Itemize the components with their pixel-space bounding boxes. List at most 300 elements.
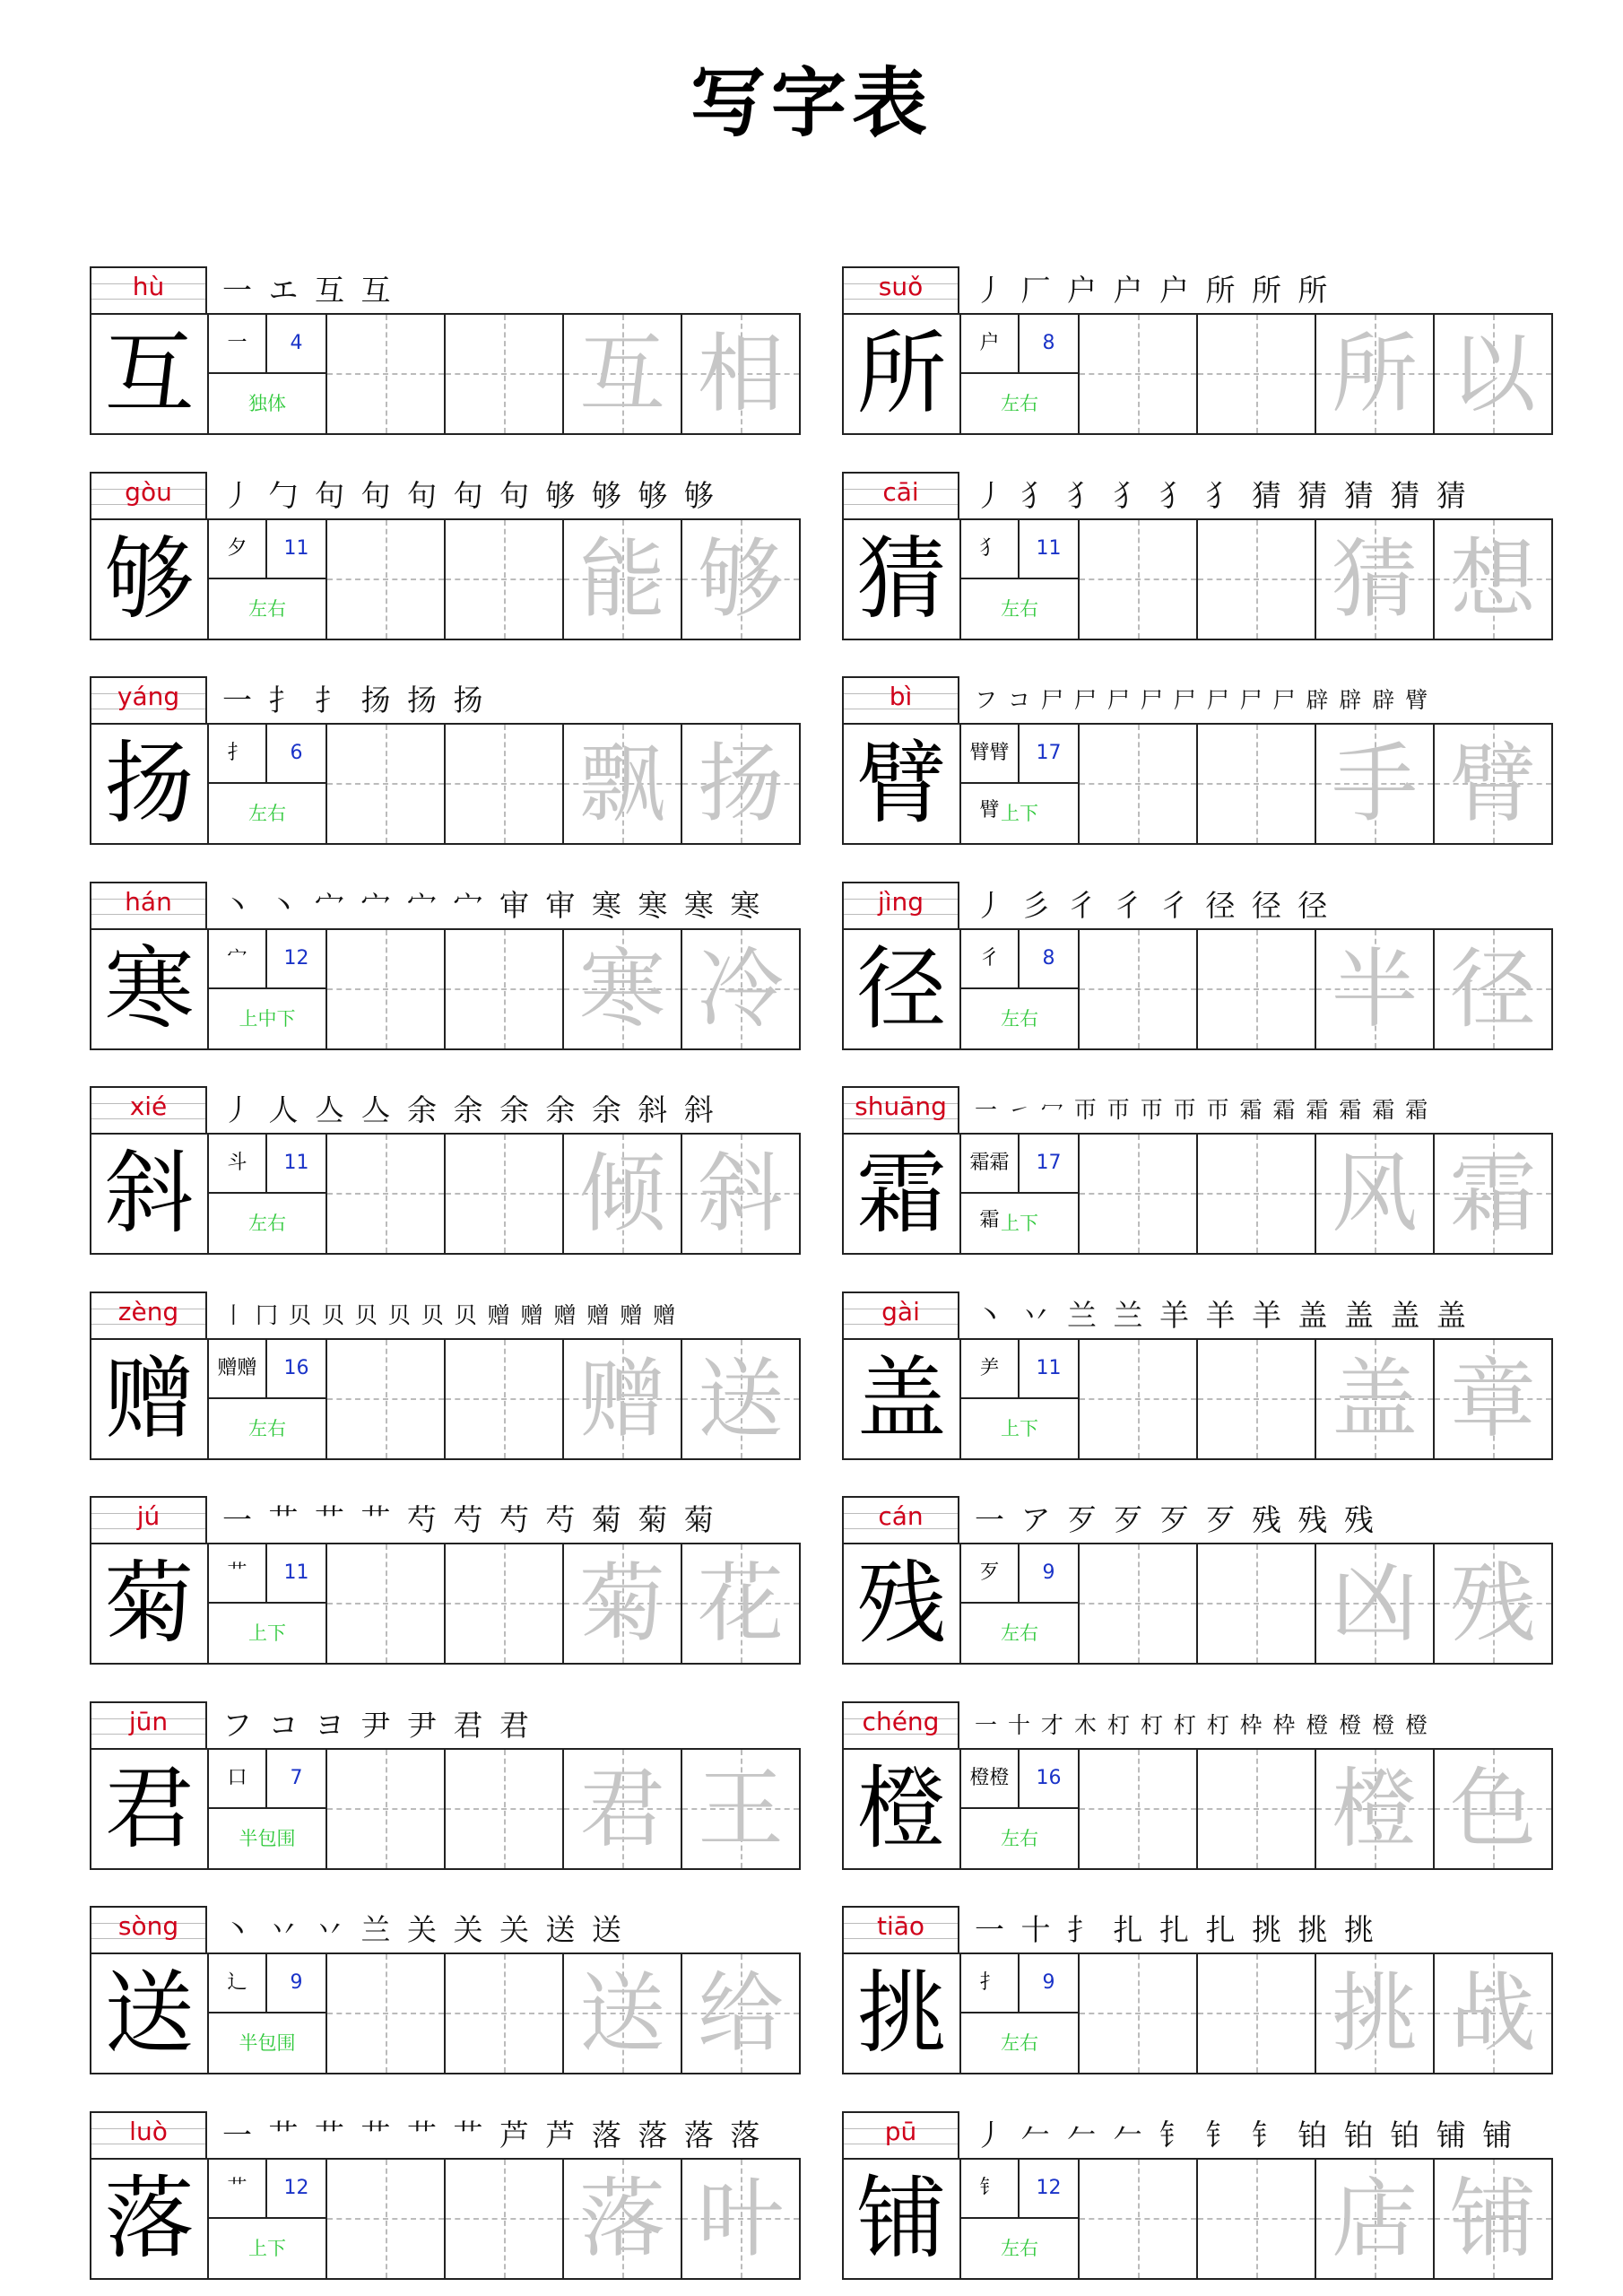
practice-box[interactable] (1435, 1954, 1551, 2073)
practice-box[interactable] (564, 1544, 682, 1663)
practice-box[interactable] (446, 520, 564, 639)
trace-word-char: 能 (579, 529, 665, 630)
character-card (842, 1701, 1553, 1870)
trace-word-char: 王 (698, 1759, 784, 1859)
pinyin-box (90, 472, 207, 518)
trace-word-char: 橙 (1332, 1759, 1418, 1859)
character-card (842, 2111, 1553, 2280)
practice-box[interactable] (1198, 520, 1316, 639)
radical: 橙橙 (961, 1750, 1020, 1809)
structure-label: 左右 (1001, 598, 1038, 620)
pinyin-box (842, 1292, 959, 1338)
char-info (209, 1135, 327, 1253)
practice-box[interactable] (682, 725, 799, 843)
main-character: 所 (856, 321, 947, 426)
practice-box[interactable] (1080, 1954, 1198, 2073)
main-character: 铺 (856, 2166, 947, 2271)
practice-box[interactable] (1435, 1544, 1551, 1663)
main-char-cell (91, 315, 209, 433)
radical: 户 (961, 315, 1020, 374)
char-info (209, 2160, 327, 2278)
radical: 霜霜霜 (961, 1135, 1020, 1194)
practice-box[interactable] (446, 930, 564, 1048)
practice-box[interactable] (682, 315, 799, 433)
main-character: 橙 (856, 1756, 947, 1861)
pinyin: jú (136, 1501, 161, 1531)
practice-box[interactable] (1198, 315, 1316, 433)
trace-word-char: 飘 (579, 734, 665, 834)
stroke-order: 丿 𠂉 𠂉 𠂉 钅 钅 钅 铂 铂 铂 铺 铺 (975, 2118, 1516, 2152)
structure-label: 半包围 (239, 2032, 296, 2054)
radical: 犭 (961, 520, 1020, 579)
main-character: 送 (104, 1961, 195, 2066)
trace-word-char: 以 (1450, 324, 1536, 424)
stroke-count: 16 (267, 1340, 325, 1399)
pinyin-box (90, 1701, 207, 1748)
trace-word-char: 铺 (1450, 2169, 1536, 2269)
structure-label: 上中下 (239, 1008, 296, 1030)
practice-box[interactable] (1316, 1544, 1435, 1663)
main-char-cell (844, 930, 961, 1048)
pinyin-box (842, 676, 959, 723)
character-card (90, 2111, 801, 2280)
stroke-count: 9 (1020, 1954, 1078, 2013)
radical: 扌 (961, 1954, 1020, 2013)
trace-word-char: 菊 (579, 1553, 665, 1654)
pinyin: bì (889, 682, 913, 711)
trace-word-char: 径 (1450, 939, 1536, 1039)
structure-label: 左右 (248, 598, 286, 620)
pinyin-box (842, 882, 959, 928)
practice-box[interactable] (327, 1544, 446, 1663)
writing-grid (842, 518, 1553, 640)
trace-word-char: 给 (698, 1963, 784, 2064)
structure-label: 左右 (248, 1213, 286, 1234)
practice-box[interactable] (327, 1954, 446, 2073)
trace-word-char: 寒 (579, 939, 665, 1039)
practice-box[interactable] (1435, 1135, 1551, 1253)
practice-box[interactable] (564, 1340, 682, 1458)
character-card (90, 1906, 801, 2074)
stroke-count: 17 (1020, 725, 1078, 784)
stroke-order: フ コ ヨ 尹 尹 君 君 (222, 1708, 533, 1743)
practice-box[interactable] (682, 520, 799, 639)
main-char-cell (91, 1954, 209, 2073)
structure-label: 上下 (248, 2238, 286, 2259)
stroke-count: 12 (267, 2160, 325, 2219)
stroke-order: 一 ア 歹 歹 歹 歹 残 残 残 (975, 1502, 1377, 1537)
practice-box[interactable] (1316, 2160, 1435, 2278)
practice-box[interactable] (682, 1544, 799, 1663)
practice-box[interactable] (446, 1340, 564, 1458)
character-card (90, 1086, 801, 1255)
pinyin-box (90, 1496, 207, 1543)
pinyin-box (842, 2111, 959, 2158)
pinyin-box (842, 266, 959, 313)
main-character: 寒 (104, 936, 195, 1041)
practice-box[interactable] (1316, 1340, 1435, 1458)
radical: ⺶ (961, 1340, 1020, 1399)
trace-word-char: 落 (579, 2169, 665, 2269)
stroke-count: 4 (267, 315, 325, 374)
pinyin: yáng (117, 682, 180, 711)
practice-box[interactable] (327, 1135, 446, 1253)
practice-box[interactable] (564, 1135, 682, 1253)
practice-box[interactable] (564, 520, 682, 639)
pinyin: cāi (882, 477, 919, 507)
writing-grid (90, 723, 801, 845)
practice-box[interactable] (446, 1544, 564, 1663)
practice-box[interactable] (1198, 1750, 1316, 1868)
trace-word-char: 所 (1332, 324, 1418, 424)
writing-grid (90, 1543, 801, 1665)
trace-word-char: 够 (698, 529, 784, 630)
char-info (209, 1954, 327, 2073)
practice-box[interactable] (327, 725, 446, 843)
practice-box[interactable] (564, 725, 682, 843)
char-info (961, 725, 1080, 843)
practice-box[interactable] (1198, 1135, 1316, 1253)
practice-box[interactable] (446, 725, 564, 843)
practice-box[interactable] (564, 315, 682, 433)
structure-label: 上下 (248, 1622, 286, 1644)
char-info (961, 1135, 1080, 1253)
character-card (842, 266, 1553, 435)
main-character: 菊 (104, 1551, 195, 1656)
practice-box[interactable] (1198, 1544, 1316, 1663)
stroke-order: 一 扌 扌 扬 扬 扬 (222, 683, 487, 718)
trace-word-char: 半 (1332, 939, 1418, 1039)
pinyin-box (90, 882, 207, 928)
practice-box[interactable] (1198, 2160, 1316, 2278)
stroke-count: 12 (1020, 2160, 1078, 2219)
stroke-count: 11 (267, 1135, 325, 1194)
trace-word-char: 相 (698, 324, 784, 424)
practice-box[interactable] (682, 930, 799, 1048)
character-card (842, 1496, 1553, 1665)
main-character: 残 (856, 1551, 947, 1656)
main-character: 君 (104, 1756, 195, 1861)
stroke-order: 一 十 才 木 朾 朾 朾 朾 枠 枠 橙 橙 橙 橙 (975, 1712, 1430, 1738)
practice-box[interactable] (1435, 1340, 1551, 1458)
trace-word-char: 臂 (1450, 734, 1536, 834)
main-char-cell (91, 725, 209, 843)
pinyin-box (842, 1701, 959, 1748)
radical: 赠赠 (209, 1340, 267, 1399)
main-char-cell (91, 1750, 209, 1868)
practice-box[interactable] (1435, 315, 1551, 433)
trace-word-char: 猜 (1332, 529, 1418, 630)
stroke-order: 一 艹 艹 艹 芍 芍 芍 芍 菊 菊 菊 (222, 1502, 717, 1537)
stroke-count: 17 (1020, 1135, 1078, 1194)
main-char-cell (844, 1135, 961, 1253)
practice-box[interactable] (682, 1340, 799, 1458)
pinyin: sòng (117, 1911, 179, 1941)
writing-grid (90, 1748, 801, 1870)
char-info (209, 1544, 327, 1663)
practice-box[interactable] (1080, 2160, 1198, 2278)
main-char-cell (844, 1954, 961, 2073)
practice-box[interactable] (1316, 725, 1435, 843)
radical: 辶 (209, 1954, 267, 2013)
practice-box[interactable] (1435, 2160, 1551, 2278)
main-character: 够 (104, 526, 195, 631)
pinyin-box (842, 1906, 959, 1952)
practice-box[interactable] (1435, 725, 1551, 843)
radical: 宀 (209, 930, 267, 989)
practice-box[interactable] (1198, 1340, 1316, 1458)
character-card (90, 1701, 801, 1870)
writing-grid (90, 518, 801, 640)
practice-box[interactable] (1080, 1544, 1198, 1663)
stroke-order: 一 ㇀ 冖 帀 帀 帀 帀 帀 霜 霜 霜 霜 霜 霜 (975, 1097, 1430, 1123)
practice-box[interactable] (327, 930, 446, 1048)
main-character: 径 (856, 936, 947, 1041)
trace-word-char: 扬 (698, 734, 784, 834)
practice-box[interactable] (1316, 1954, 1435, 2073)
writing-grid (842, 1338, 1553, 1460)
main-character: 臂 (856, 731, 947, 836)
practice-box[interactable] (1198, 725, 1316, 843)
main-character: 落 (104, 2166, 195, 2271)
trace-word-char: 冷 (698, 939, 784, 1039)
main-character: 霜 (856, 1141, 947, 1246)
stroke-order: 丿 勹 句 句 句 句 句 够 够 够 够 (222, 478, 717, 513)
structure-label: 左右 (1001, 2032, 1038, 2054)
stroke-order: 一 十 扌 扎 扎 扎 挑 挑 挑 (975, 1912, 1377, 1947)
trace-word-char: 章 (1450, 1349, 1536, 1449)
pinyin: suǒ (878, 272, 924, 301)
main-char-cell (844, 725, 961, 843)
main-character: 扬 (104, 731, 195, 836)
character-card (842, 882, 1553, 1050)
trace-word-char: 手 (1332, 734, 1418, 834)
stroke-count: 16 (1020, 1750, 1078, 1809)
writing-grid (842, 1952, 1553, 2074)
stroke-order: フ コ 尸 尸 尸 尸 尸 尸 尸 尸 辟 辟 辟 臂 (975, 687, 1430, 713)
trace-word-char: 君 (579, 1759, 665, 1859)
pinyin: jūn (128, 1707, 169, 1736)
writing-grid (842, 313, 1553, 435)
structure-label: 上下 (1001, 1213, 1038, 1234)
trace-word-char: 盖 (1332, 1349, 1418, 1449)
radical: 斗 (209, 1135, 267, 1194)
trace-word-char: 色 (1450, 1759, 1536, 1859)
char-info (961, 1954, 1080, 2073)
practice-box[interactable] (327, 315, 446, 433)
writing-grid (90, 1952, 801, 2074)
practice-box[interactable] (1316, 1750, 1435, 1868)
main-character: 猜 (856, 526, 947, 631)
main-char-cell (844, 1750, 961, 1868)
practice-box[interactable] (1316, 930, 1435, 1048)
practice-box[interactable] (327, 1750, 446, 1868)
stroke-count: 12 (267, 930, 325, 989)
main-char-cell (844, 1340, 961, 1458)
stroke-order: 丿 人 亼 亼 余 余 余 余 余 斜 斜 (222, 1092, 717, 1127)
character-card (90, 1292, 801, 1460)
stroke-count: 9 (267, 1954, 325, 2013)
main-character: 斜 (104, 1141, 195, 1246)
structure-label: 左右 (1001, 1622, 1038, 1644)
structure-label: 半包围 (239, 1828, 296, 1849)
practice-box[interactable] (446, 1135, 564, 1253)
practice-box[interactable] (564, 1954, 682, 2073)
practice-box[interactable] (1316, 520, 1435, 639)
stroke-order: 一 エ 互 互 (222, 273, 395, 308)
pinyin: zèng (117, 1297, 179, 1326)
trace-word-char: 送 (579, 1963, 665, 2064)
practice-box[interactable] (682, 1750, 799, 1868)
character-card (842, 1906, 1553, 2074)
main-char-cell (91, 1135, 209, 1253)
char-info (961, 930, 1080, 1048)
practice-box[interactable] (564, 1750, 682, 1868)
trace-word-char: 送 (698, 1349, 784, 1449)
structure-label: 左右 (1001, 2238, 1038, 2259)
pinyin: gòu (125, 477, 172, 507)
practice-box[interactable] (1080, 520, 1198, 639)
practice-box[interactable] (564, 930, 682, 1048)
stroke-count: 7 (267, 1750, 325, 1809)
writing-grid (90, 2158, 801, 2280)
main-char-cell (844, 2160, 961, 2278)
character-card (90, 472, 801, 640)
stroke-order: 丨 冂 贝 贝 贝 贝 贝 贝 赠 赠 赠 赠 赠 赠 (222, 1302, 678, 1328)
stroke-order: 一 艹 艹 艹 艹 艹 芦 芦 落 落 落 落 (222, 2118, 764, 2152)
practice-box[interactable] (682, 2160, 799, 2278)
char-info (961, 1544, 1080, 1663)
structure-label: 左右 (1001, 393, 1038, 414)
trace-word-char: 残 (1450, 1553, 1536, 1654)
char-info (209, 725, 327, 843)
practice-box[interactable] (1080, 1135, 1198, 1253)
structure-label: 左右 (1001, 1828, 1038, 1849)
writing-grid (842, 723, 1553, 845)
radical: 彳 (961, 930, 1020, 989)
character-card (842, 1086, 1553, 1255)
practice-box[interactable] (1080, 1340, 1198, 1458)
trace-word-char: 战 (1450, 1963, 1536, 2064)
pinyin: cán (878, 1501, 924, 1531)
pinyin-box (90, 1086, 207, 1133)
practice-box[interactable] (1435, 930, 1551, 1048)
practice-box[interactable] (1435, 520, 1551, 639)
trace-word-char: 风 (1332, 1144, 1418, 1244)
main-char-cell (91, 930, 209, 1048)
radical: 口 (209, 1750, 267, 1809)
radical: 艹 (209, 2160, 267, 2219)
practice-box[interactable] (682, 1954, 799, 2073)
main-char-cell (91, 520, 209, 639)
practice-box[interactable] (682, 1135, 799, 1253)
structure-label: 左右 (248, 1418, 286, 1439)
structure-label: 左右 (248, 803, 286, 824)
stroke-count: 6 (267, 725, 325, 784)
stroke-order: 丿 彡 彳 彳 彳 径 径 径 (975, 888, 1332, 923)
radical: 艹 (209, 1544, 267, 1604)
writing-grid (842, 1543, 1553, 1665)
practice-box[interactable] (1198, 1954, 1316, 2073)
practice-box[interactable] (1080, 1750, 1198, 1868)
stroke-count: 11 (1020, 1340, 1078, 1399)
practice-box[interactable] (1080, 315, 1198, 433)
pinyin-box (842, 1086, 959, 1133)
main-char-cell (844, 520, 961, 639)
structure-label: 左右 (1001, 1008, 1038, 1030)
radical: 夕 (209, 520, 267, 579)
stroke-count: 11 (267, 1544, 325, 1604)
pinyin-box (842, 472, 959, 518)
stroke-count: 11 (1020, 520, 1078, 579)
main-character: 盖 (856, 1346, 947, 1451)
practice-box[interactable] (1316, 1135, 1435, 1253)
trace-word-char: 挑 (1332, 1963, 1418, 2064)
practice-box[interactable] (446, 1954, 564, 2073)
pinyin-box (90, 1906, 207, 1952)
main-char-cell (91, 1544, 209, 1663)
stroke-order: 丿 厂 户 户 户 所 所 所 (975, 273, 1332, 308)
character-card (90, 266, 801, 435)
practice-box[interactable] (564, 2160, 682, 2278)
practice-box[interactable] (1080, 725, 1198, 843)
radical: 钅 (961, 2160, 1020, 2219)
stroke-order: 丿 犭 犭 犭 犭 犭 猜 猜 猜 猜 猜 (975, 478, 1470, 513)
character-card (90, 882, 801, 1050)
char-info (961, 315, 1080, 433)
writing-grid (842, 2158, 1553, 2280)
main-char-cell (844, 1544, 961, 1663)
practice-box[interactable] (327, 1340, 446, 1458)
stroke-order: 丶 丷 丷 兰 关 关 关 送 送 (222, 1912, 625, 1947)
practice-box[interactable] (327, 2160, 446, 2278)
practice-box[interactable] (446, 315, 564, 433)
structure-label: 独体 (248, 393, 286, 414)
pinyin: jìng (877, 887, 924, 917)
radical: 扌 (209, 725, 267, 784)
practice-box[interactable] (327, 520, 446, 639)
pinyin: xié (129, 1091, 168, 1121)
practice-box[interactable] (1435, 1750, 1551, 1868)
practice-box[interactable] (1316, 315, 1435, 433)
character-card (842, 676, 1553, 845)
pinyin: shuāng (855, 1091, 947, 1121)
pinyin-box (90, 1292, 207, 1338)
pinyin: hán (125, 887, 172, 917)
stroke-count: 9 (1020, 1544, 1078, 1604)
pinyin: gài (881, 1297, 920, 1326)
practice-box[interactable] (1198, 930, 1316, 1048)
practice-box[interactable] (1080, 930, 1198, 1048)
pinyin-box (90, 2111, 207, 2158)
writing-grid (842, 928, 1553, 1050)
structure-label: 上下 (1001, 1418, 1038, 1439)
trace-word-char: 赠 (579, 1349, 665, 1449)
writing-grid (842, 1133, 1553, 1255)
stroke-order: 丶 丶 宀 宀 宀 宀 审 审 寒 寒 寒 寒 (222, 888, 764, 923)
writing-grid (90, 313, 801, 435)
writing-grid (90, 1338, 801, 1460)
char-info (961, 520, 1080, 639)
practice-box[interactable] (446, 1750, 564, 1868)
pinyin: luò (129, 2117, 168, 2146)
stroke-count: 11 (267, 520, 325, 579)
char-info (209, 930, 327, 1048)
char-info (961, 1750, 1080, 1868)
stroke-count: 8 (1020, 930, 1078, 989)
practice-box[interactable] (446, 2160, 564, 2278)
radical: 臂臂臂 (961, 725, 1020, 784)
